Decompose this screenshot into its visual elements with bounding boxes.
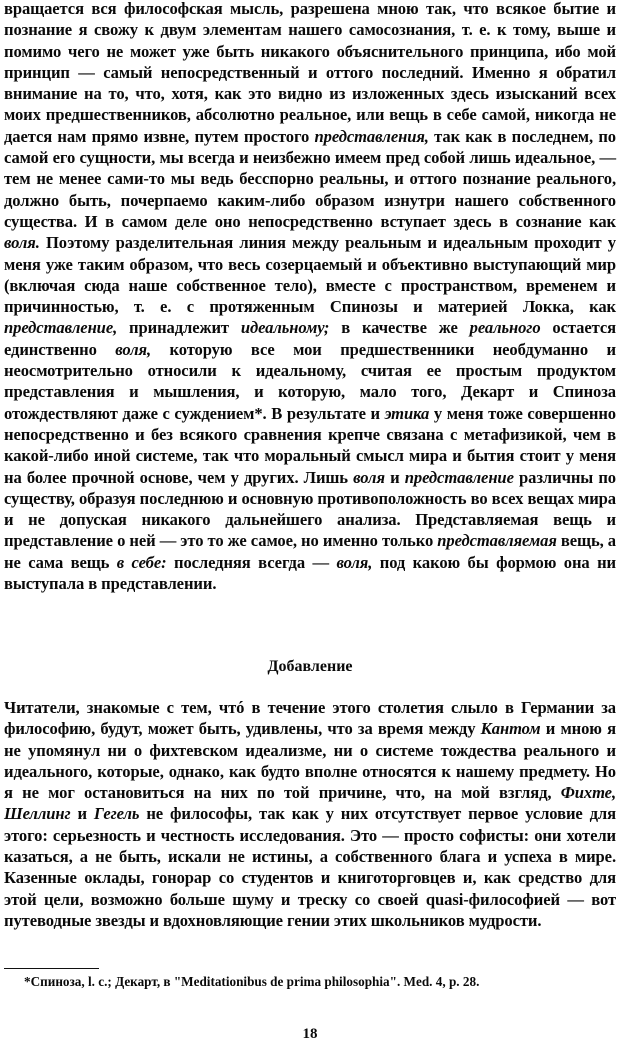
italic-text-run: идеальному;	[240, 318, 330, 338]
text-run: не философы, так как у них отсутствует первое условие для этого: серьезность и честность исследования. Это — просто софисты: они хотели казаться, а не быть, искали не истины, а собственного блага и успеха в мире. Казенные оклады, гонорар со студентов и книготорговцев и, как средство для этой цели, возможно больше шуму и треску со своей quasi-философией — вот путеводные звезды и вдохновляющие гении этих школьников мудрости.	[4, 804, 616, 930]
section-heading: Добавление	[267, 658, 353, 675]
footnote: *Спиноза, l. c.; Декарт, в "Meditationibus de prima philosophia". Med. 4, p. 28.	[24, 974, 480, 989]
text-run: в качестве же	[329, 318, 470, 338]
italic-text-run: реального	[469, 318, 541, 338]
text-run: Поэтому разделительная линия между реальным и идеальным проходит у меня уже таким образом, что весь созерцаемый и объективно выступающий мир (включая сюда наше собственное тело), вместе с пространством, временем и причинностью, т. е. с протяженным Спинозы и материей Локка, как	[4, 233, 616, 317]
text-run: последняя всегда —	[166, 552, 337, 572]
text-run: различны по существу, образуя последнюю и основную противоположность во всех вещах мира и не допуская никакого дальнейшего анализа. Представляемая вещь и представление о ней — это то же самое, но именно только	[4, 467, 616, 551]
text-run: остается единственно	[4, 318, 617, 359]
footnote-divider	[4, 968, 99, 969]
text-run: так как в последнем, по самой его сущности, мы всегда и неизбежно имеем пред собой лишь идеальное, — тем не менее сами-то мы ведь бесспорно реальны, и оттого познание реального, должно быть, почерпаемо каким-либо образом изнутри нашего собственного существа. И в самом деле оно непосредственно вступает здесь в сознание как	[4, 126, 616, 231]
text-run: у меня тоже совершенно непосредственно и без всякого сравнения крепче связана с метафизикой, чем в какой-либо иной системе, так что моральный смысл мира и бытия стоит у меня на более прочной основе, чем у других. Лишь	[4, 403, 616, 487]
text-run: и	[70, 804, 94, 824]
italic-text-run: представление	[404, 467, 514, 487]
italic-text-run: представляемая	[437, 531, 557, 551]
body-paragraph-1	[4, 0, 616, 594]
text-run: и	[384, 467, 405, 487]
text-run: которую все мои предшественники необдуманно и неосмотрительно относили к идеальному, считая ее простым продуктом представления и мышления, и которую, мало того, Декарт и Спиноза отождествляют даже с суждением*. В результате и	[4, 339, 616, 423]
italic-text-run: воля,	[115, 339, 152, 359]
page-number: 18	[302, 1026, 318, 1042]
italic-text-run: воля	[353, 467, 385, 487]
text-run: вращается вся философская мысль, разрешена мною так, что всякое бытие и познание я свожу к двум элементам нашего самосознания, т. е. к тому, выше и помимо чего не может уже быть никакого объяснительного принципа, ибо мой принцип — самый непосредственный и оттого последний. Именно я обратил внимание на то, что, хотя, как это видно из изложенных здесь изысканий всех моих предшественников, абсолютно реальное, или вещь в себе самой, никогда не дается нам прямо извне, путем простого	[4, 0, 616, 146]
italic-text-run: в себе:	[116, 552, 167, 572]
italic-text-run: этика	[384, 403, 430, 423]
book-page	[4, 0, 616, 1047]
italic-text-run: представление,	[4, 318, 118, 338]
italic-text-run: воля.	[4, 233, 40, 253]
italic-text-run: воля,	[336, 552, 373, 572]
text-run: под какою бы формою она ни выступала в представлении.	[4, 552, 616, 594]
italic-text-run: представления,	[314, 126, 429, 146]
text-run: Читатели, знакомые с тем, чтó в течение этого столетия слыло в Германии за философию, будут, может быть, удивлены, что за время между	[4, 698, 616, 739]
text-run: принадлежит	[117, 318, 241, 338]
italic-text-run: Фихте, Шеллинг	[4, 783, 616, 824]
italic-text-run: Кантом	[480, 719, 541, 739]
text-run: вещь, а не сама вещь	[4, 531, 616, 572]
text-run: и мною я не упомянул ни о фихтевском идеализме, ни о системе тождества реального и идеального, которые, однако, как будто вполне относятся к нашему предмету. Но я не мог остановиться на них по той причине, что, на мой взгляд,	[4, 719, 616, 803]
body-paragraph-2	[4, 697, 616, 931]
italic-text-run: Гегель	[93, 804, 140, 824]
